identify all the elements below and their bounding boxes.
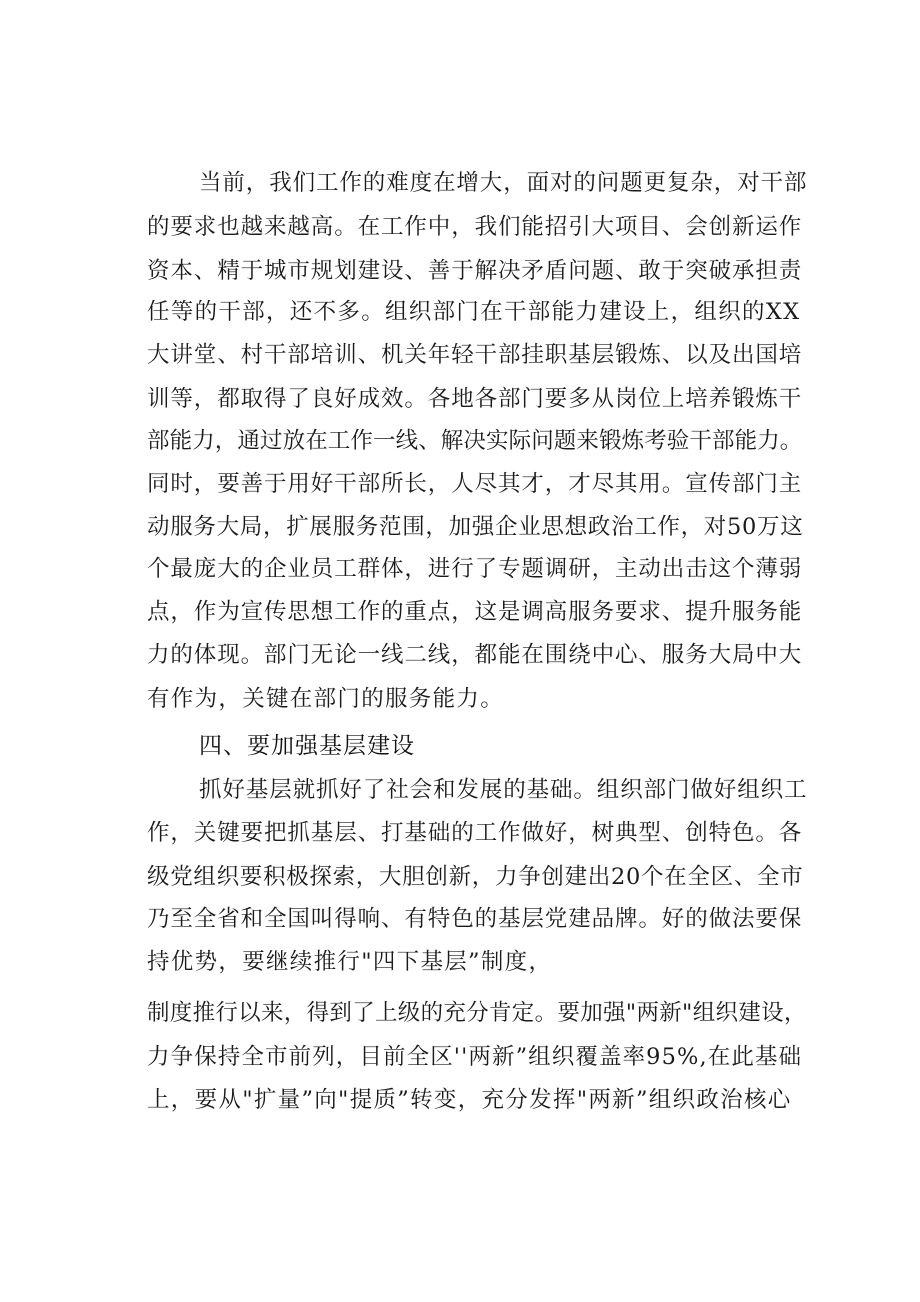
paragraph-line: 动服务大局，扩展服务范围，加强企业思想政治工作，对50万这: [147, 514, 804, 540]
paragraph-line: 有作为，关键在部门的服务能力。: [147, 686, 505, 712]
paragraph-line: 点，作为宣传思想工作的重点，这是调高服务要求、提升服务能: [147, 599, 803, 625]
paragraph-line: 乃至全省和全国叫得响、有特色的基层党建品牌。好的做法要保: [147, 906, 803, 932]
paragraph-line: 力的体现。部门无论一线二线，都能在围绕中心、服务大局中大: [147, 642, 803, 668]
paragraph-line: 同时，要善于用好干部所长，人尽其才，才尽其用。宣传部门主: [147, 471, 803, 497]
paragraph-line: 上，要从"扩量”向"提质”转变，充分发挥"两新”组织政治核心: [147, 1087, 792, 1113]
paragraph-line: 大讲堂、村干部培训、机关年轻干部挂职基层锻炼、以及出国培: [147, 342, 803, 368]
paragraph-line: 持优势，要继续推行"四下基层”制度，: [147, 949, 553, 975]
paragraph-line: 个最庞大的企业员工群体，进行了专题调研，主动出击这个薄弱: [147, 556, 803, 582]
paragraph-line: 训等，都取得了良好成效。各地各部门要多从岗位上培养锻炼干: [147, 386, 803, 412]
paragraph-line: 任等的干部，还不多。组织部门在干部能力建设上，组织的XX: [147, 299, 801, 325]
paragraph-line: 级党组织要积极探索，大胆创新，力争创建出20个在全区、全市: [147, 864, 804, 890]
paragraph-line: 力争保持全市前列，目前全区''两新”组织覆盖率95%,在此基础: [147, 1044, 803, 1070]
paragraph-line: 抓好基层就抓好了社会和发展的基础。组织部门做好组织工: [199, 777, 808, 803]
paragraph-line: 制度推行以来，得到了上级的充分肯定。要加强"两新"组织建设，: [147, 1000, 807, 1026]
paragraph-line: 当前，我们工作的难度在增大，面对的问题更复杂，对干部: [199, 170, 808, 196]
paragraph-line: 作，关键要把抓基层、打基础的工作做好，树典型、创特色。各: [147, 820, 803, 846]
paragraph-line: 资本、精于城市规划建设、善于解决矛盾问题、敢于突破承担责: [147, 258, 803, 284]
paragraph-line: 部能力，通过放在工作一线、解决实际问题来锻炼考验干部能力。: [147, 428, 803, 454]
paragraph-line: 的要求也越来越高。在工作中，我们能招引大项目、会创新运作: [147, 214, 803, 240]
section-heading: 四、要加强基层建设: [199, 733, 415, 759]
